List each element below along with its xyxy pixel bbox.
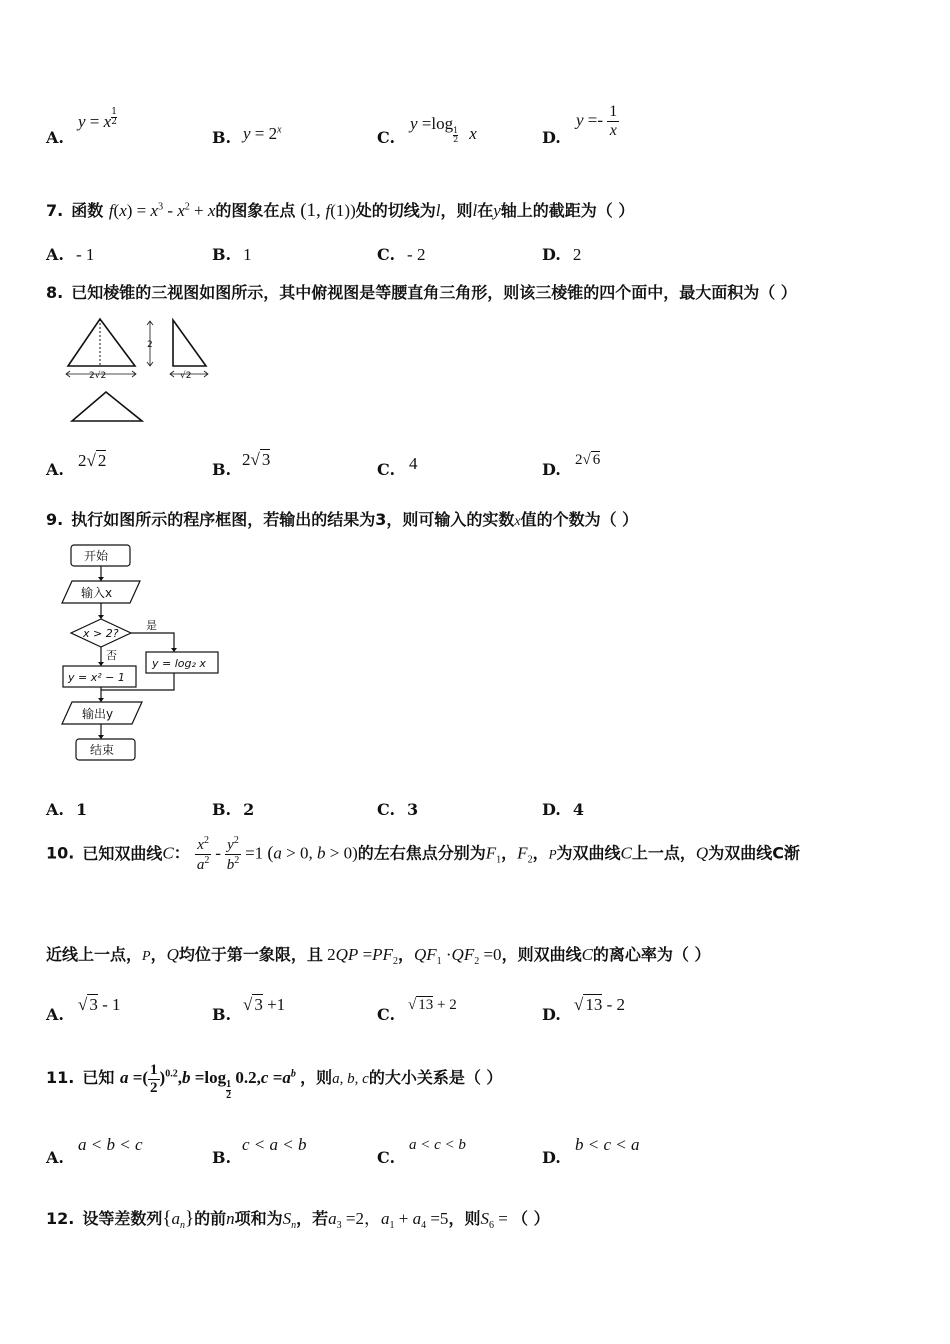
q10-option-c-label: C. — [377, 1005, 396, 1024]
q12-number: 12. — [46, 1209, 75, 1228]
q9-flow-no-box-text: y = x² − 1 — [68, 671, 125, 684]
q9-stem-b: 值的个数为（ ） — [520, 510, 639, 529]
q10-stem-b: 的左右焦点分别为 — [357, 843, 486, 863]
q12-stem-c: 项和为 — [234, 1209, 283, 1228]
q7-number: 7. — [46, 201, 64, 220]
q10-option-d-label: D. — [542, 1005, 561, 1024]
q7-stem-a: 函数 — [71, 201, 104, 220]
q12-stem-b: 的前 — [194, 1209, 227, 1228]
q11-option-d-label: D. — [542, 1148, 561, 1167]
q11-stem: 11. 已知 a =( $\frac{1}{2}$ )$^{0.2}$,b =log $\frac{1}{2}$ $0.2,c =a^b$ ，则a, b, c的大小关系是（ ） — [46, 1062, 503, 1102]
q11-stem-b: ，则 — [300, 1067, 333, 1087]
q7-option-c: C. - 2 — [377, 245, 426, 264]
q10-stem-a: 已知双曲线 — [82, 843, 163, 863]
q12-stem-e: ，则 — [448, 1209, 481, 1228]
q9-flow-yes-label: 是 — [146, 619, 157, 632]
q10-line2-d: 的离心率为（ ） — [592, 945, 711, 964]
q10-line2-b: 均位于第一象限，且 — [178, 945, 323, 964]
q9-flow-end-text: 结束 — [90, 743, 115, 757]
q10-line2-c: ，则双曲线 — [501, 945, 582, 964]
q8-front-width-label: 2√2 — [89, 371, 107, 381]
q10-option-a-value: √ 3 - 1 — [78, 995, 121, 1014]
q8-option-a-label: A. — [46, 460, 64, 479]
q7-option-d: D. 2 — [542, 245, 582, 264]
q8-stem — [46, 280, 797, 303]
q8-front-view — [68, 319, 135, 366]
q8-top-view — [72, 392, 142, 421]
q11-option-a-value: a < b < c — [78, 1135, 143, 1154]
q11-number: 11. — [46, 1067, 75, 1087]
q9-flowchart — [54, 540, 229, 766]
q6-option-b-formula: $y = 2^x$ — [243, 124, 282, 143]
q10-stem-c: 为双曲线 — [556, 843, 621, 863]
q12-stem-f: （ ） — [512, 1209, 550, 1228]
q12-stem-a: 设等差数列 — [82, 1209, 163, 1228]
q9-flow-no-label: 否 — [106, 649, 117, 662]
q6-option-c-formula: y =log $\frac{1}{2}$ x — [410, 114, 477, 145]
q10-option-d-value: √ 13 - 2 — [574, 995, 626, 1014]
q11-option-d-value: b < c < a — [575, 1135, 640, 1154]
q10-stem-d: 上一点， — [631, 843, 696, 863]
q8-option-b-label: B. — [212, 460, 232, 479]
q7-option-b: B. 1 — [212, 245, 252, 264]
q9-flow-condition-text: x > 2? — [83, 627, 119, 640]
q9-option-b: B. 2 — [212, 800, 255, 819]
q8-three-view-figure — [58, 314, 218, 426]
q8-option-d-value: 2√ 6 — [575, 452, 601, 468]
q7-stem: 7. 函数 $f(x) = x^3 - x^2 + x$的图象在点 (1, f(1))处的切线为l，则l在y轴上的截距为（ ） — [46, 200, 635, 221]
q7-stem-e: 在 — [477, 201, 494, 220]
q6-option-d-label: D. — [542, 128, 561, 147]
q8-number: 8. — [46, 283, 64, 302]
q10-option-c-value: √ 13 + 2 — [408, 997, 457, 1013]
q8-option-c-value: 4 — [409, 454, 418, 473]
q7-option-a: A. - 1 — [46, 245, 95, 264]
q11-option-c-label: C. — [377, 1148, 396, 1167]
q10-stem-e: 为双曲线C渐 — [708, 843, 800, 863]
q10-option-b-value: √ 3 +1 — [243, 995, 286, 1014]
q9-stem-a: 执行如图所示的程序框图，若输出的结果为3，则可输入的实数 — [71, 510, 515, 529]
q11-option-c-value: a < c < b — [409, 1137, 466, 1153]
q12-stem: 12. 设等差数列$\{a_n\}$的前n项和为$S_n$，若$a_3 =2$，$a_1 + a_4 =5$，则$S_6$ = （ ） — [46, 1208, 550, 1232]
q9-stem: 9. 执行如图所示的程序框图，若输出的结果为3，则可输入的实数x值的个数为（ ） — [46, 510, 639, 529]
q10-number: 10. — [46, 843, 75, 863]
q6-option-c-label: C. — [377, 128, 396, 147]
q9-flow-yes-box-text: y = log₂ x — [152, 657, 206, 670]
q8-side-width-label: √2 — [180, 371, 192, 381]
q8-option-c-label: C. — [377, 460, 396, 479]
q11-option-a-label: A. — [46, 1148, 64, 1167]
q6-option-a-label: A. — [46, 128, 64, 147]
q11-stem-a: 已知 — [82, 1067, 115, 1087]
q7-stem-f: 轴上的截距为（ ） — [500, 201, 635, 220]
q9-flow-input-text: 输入x — [81, 586, 113, 600]
q8-option-b-value: 2√ 3 — [242, 450, 271, 469]
q10-stem-line2: 近线上一点，P，Q均位于第一象限，且 $2QP =PF_2$，$QF_1 \cdot QF_2 =0$，则双曲线C的离心率为（ ） — [46, 945, 711, 968]
q8-option-d-label: D. — [542, 460, 561, 479]
q8-side-view — [173, 320, 206, 366]
q10-option-a-label: A. — [46, 1005, 64, 1024]
q9-option-d: D. 4 — [542, 800, 585, 819]
q11-option-b-label: B. — [212, 1148, 232, 1167]
q8-option-a-value: 2√ 2 — [78, 451, 107, 470]
q10-option-b-label: B. — [212, 1005, 232, 1024]
q9-flow-output-text: 输出y — [82, 707, 114, 721]
q10-line2-a: 近线上一点， — [46, 945, 143, 964]
q9-flow-start-text: 开始 — [84, 549, 109, 563]
q6-option-a-formula: y = x $\frac{1}{2}$ — [78, 107, 117, 131]
q7-stem-d: ，则 — [440, 201, 473, 220]
q11-stem-c: 的大小关系是（ ） — [368, 1067, 503, 1087]
q8-stem-text: 已知棱锥的三视图如图所示，其中俯视图是等腰直角三角形，则该三棱锥的四个面中，最大面积为（ ） — [71, 283, 797, 302]
q8-height-label: 2 — [147, 340, 153, 350]
q12-stem-d: ，若 — [296, 1209, 329, 1228]
q10-stem-line1: 10. 已知双曲线C： $\frac{x^2}{a^2}$ - $\frac{y^2}{b^2}$ =1 (a > 0, b > 0)的左右焦点分别为$F_1$，$F_2$，P为双曲线C上一点，Q为双曲线C渐 — [46, 835, 800, 873]
q7-stem-c: 处的切线为 — [355, 201, 436, 220]
q11-option-b-value: c < a < b — [242, 1135, 307, 1154]
q6-option-d-formula: y =- $\frac{1}{x}$ — [576, 103, 618, 139]
q7-stem-b: 的图象在点 — [215, 201, 296, 220]
q9-option-a: A. 1 — [46, 800, 88, 819]
q9-number: 9. — [46, 510, 64, 529]
q6-option-b-label: B. — [212, 128, 232, 147]
q9-option-c: C. 3 — [377, 800, 419, 819]
